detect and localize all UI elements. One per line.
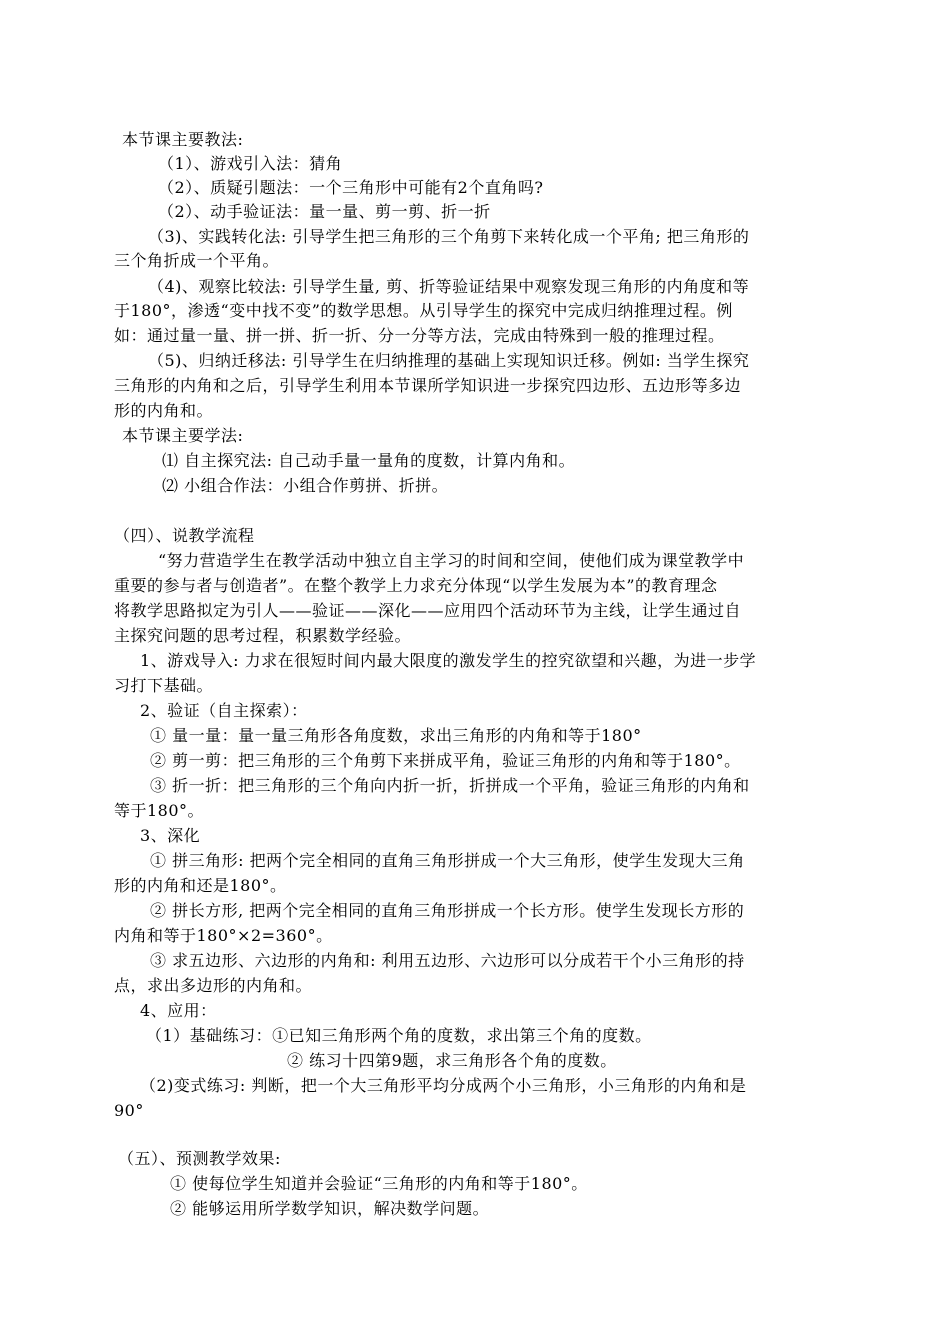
- step-3-item-1-line2: 形的内角和还是180°。: [114, 876, 287, 895]
- step-2-item-2: ② 剪一剪：把三角形的三个角剪下来拼成平角，验证三角形的内角和等于180°。: [150, 751, 741, 770]
- practice-basic: （1）基础练习：①已知三角形两个角的度数，求出第三个角的度数。: [146, 1026, 652, 1045]
- step-1-line1: 1、游戏导入: 力求在很短时间内最大限度的激发学生的控究欲望和兴趣，为进一步学: [140, 651, 757, 670]
- method-3: （2）、动手验证法：量一量、剪一剪、折一折: [158, 202, 491, 221]
- section-5-heading: （五）、预测教学效果:: [118, 1149, 281, 1168]
- learning-heading: 本节课主要学法:: [122, 426, 244, 445]
- method-6-line3: 形的内角和。: [114, 401, 214, 420]
- flow-intro-line2: 重要的参与者与创造者”。在整个教学上力求充分体现“以学生发展为本”的教育理念: [114, 576, 718, 595]
- step-3-heading: 3、深化: [140, 826, 201, 845]
- effect-2: ② 能够运用所学数学知识，解决数学问题。: [170, 1199, 490, 1218]
- step-3-item-3-line1: ③ 求五边形、六边形的内角和: 利用五边形、六边形可以分成若干个小三角形的持: [150, 951, 745, 970]
- method-2: （2）、质疑引题法：一个三角形中可能有2个直角吗?: [158, 178, 544, 197]
- flow-intro-line1: “努力营造学生在教学活动中独立自主学习的时间和空间，使他们成为课堂教学中: [158, 551, 745, 570]
- flow-intro-line3: 将教学思路拟定为引人——验证——深化——应用四个活动环节为主线，让学生通过自: [114, 601, 742, 620]
- practice-variant-line2: 90°: [114, 1101, 144, 1120]
- step-4-heading: 4、应用：: [140, 1001, 217, 1020]
- step-2-item-3-line2: 等于180°。: [114, 801, 205, 820]
- method-5-line2: 于180°，渗透“变中找不变”的数学思想。从引导学生的探究中完成归纳推理过程。例: [114, 301, 733, 320]
- method-4-line1: （3)、实践转化法: 引导学生把三角形的三个角剪下来转化成一个平角; 把三角形的: [148, 227, 750, 246]
- methods-heading: 本节课主要教法:: [122, 130, 244, 149]
- step-3-item-3-line2: 点，求出多边形的内角和。: [114, 976, 313, 995]
- step-2-item-1: ① 量一量：量一量三角形各角度数，求出三角形的内角和等于180°: [150, 726, 642, 745]
- step-3-item-1-line1: ① 拼三角形: 把两个完全相同的直角三角形拼成一个大三角形，使学生发现大三角: [150, 851, 745, 870]
- step-1-line2: 习打下基础。: [114, 676, 214, 695]
- method-6-line1: （5)、归纳迁移法: 引导学生在归纳推理的基础上实现知识迁移。例如: 当学生探究: [148, 351, 750, 370]
- effect-1: ① 使每位学生知道并会验证“三角形的内角和等于180°。: [170, 1174, 588, 1193]
- method-6-line2: 三角形的内角和之后，引导学生利用本节课所学知识进一步探究四边形、五边形等多边: [114, 376, 742, 395]
- method-5-line3: 如：通过量一量、拼一拼、折一折、分一分等方法，完成由特殊到一般的推理过程。: [114, 326, 725, 345]
- practice-variant-line1: （2)变式练习: 判断，把一个大三角形平均分成两个小三角形，小三角形的内角和是: [140, 1076, 747, 1095]
- step-2-item-3-line1: ③ 折一折：把三角形的三个角向内折一折，折拼成一个平角，验证三角形的内角和: [150, 776, 750, 795]
- learning-1: ⑴ 自主探究法: 自己动手量一量角的度数，计算内角和。: [162, 451, 576, 470]
- step-2-heading: 2、验证（自主探索）：: [140, 701, 308, 720]
- method-5-line1: （4)、观察比较法: 引导学生量, 剪、折等验证结果中观察发现三角形的内角度和等: [148, 277, 750, 296]
- step-3-item-2-line2: 内角和等于180°×2=360°。: [114, 926, 333, 945]
- section-4-heading: （四）、说教学流程: [114, 526, 255, 545]
- method-1: （1）、游戏引入法：猜角: [158, 154, 343, 173]
- practice-basic-2: ② 练习十四第9题，求三角形各个角的度数。: [287, 1051, 617, 1070]
- flow-intro-line4: 主探究问题的思考过程，积累数学经验。: [114, 626, 412, 645]
- step-3-item-2-line1: ② 拼长方形, 把两个完全相同的直角三角形拼成一个长方形。使学生发现长方形的: [150, 901, 745, 920]
- method-4-line2: 三个角折成一个平角。: [114, 251, 280, 270]
- learning-2: ⑵ 小组合作法：小组合作剪拼、折拼。: [162, 476, 449, 495]
